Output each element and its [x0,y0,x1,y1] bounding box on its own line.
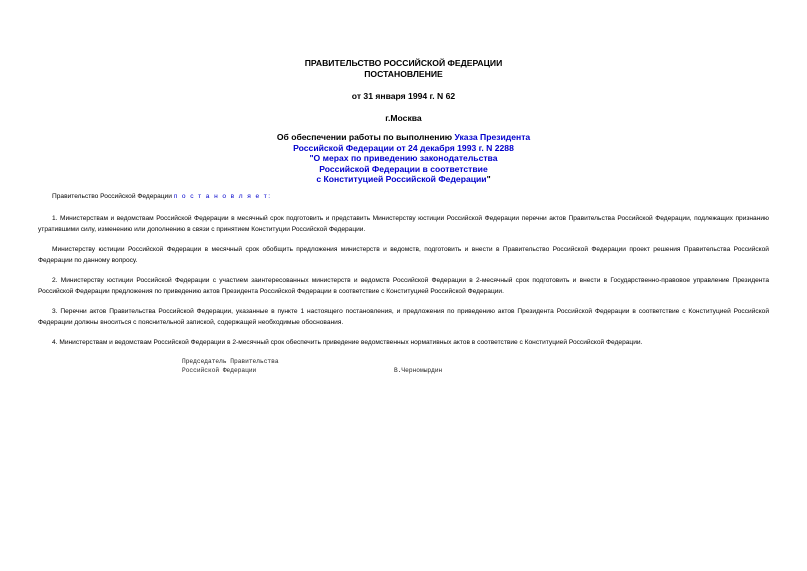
intro-emphasis: п о с т а н о в л я е т: [173,193,272,200]
header-date-number: от 31 января 1994 г. N 62 [351,91,456,101]
decree-link-line5[interactable]: с Конституцией Российской Федерации [316,174,487,184]
header-city: г.Москва [385,113,422,123]
title-suffix: " [486,174,491,184]
signature-name: В.Черномырдин [394,367,443,374]
decree-link-line4[interactable]: Российской Федерации в соответствие [319,164,488,174]
decree-link-line3[interactable]: "О мерах по приведению законодательства [309,153,498,163]
decree-link-line2[interactable]: Российской Федерации от 24 декабря 1993 г. N 2288 [293,143,514,153]
decree-link-line1[interactable]: Указа Президента [454,132,531,142]
paragraph-4: 4. Министерствам и ведомствам Российской Федерации в 2-месячный срок обеспечить приведение ведомственных нормативных актов в соответствие с Конституцией Российской Федерации. [52,339,643,346]
paragraph-1: 1. Министерствам и ведомствам Российской Федерации в месячный срок подготовить и представить Министерству юстиции Российской Федерации перечни актов Правительства Российской Федерации, подлежащих признанию утратившими силу, изменению или дополнению в связи с принятием Конституции Российской Федерации. [38,215,769,233]
header-org: ПРАВИТЕЛЬСТВО РОССИЙСКОЙ ФЕДЕРАЦИИ [304,58,503,68]
signature-title-line2: Российской Федерации [182,367,257,374]
paragraph-2: 2. Министерству юстиции Российской Федерации с участием заинтересованных министерств и ведомств Российской Федерации в 2-месячный срок подготовить и внести в Государственно-правовое управление Президента Российской Федерации предложения по приведению актов Президента Российской Федерации в соответствие с Конституцией Российской Федерации. [38,277,769,295]
paragraph-3: 3. Перечни актов Правительства Российской Федерации, указанные в пункте 1 настоящего постановления, и предложения по приведению актов Президента Российской Федерации в соответствие с Конституцией Российской Федерации должны вноситься с пояснительной запиской, содержащей необходимые обоснования. [38,308,769,326]
intro-paragraph [38,192,769,203]
signature-title-line1: Председатель Правительства [182,358,279,365]
header-doc-type: ПОСТАНОВЛЕНИЕ [364,69,443,79]
title-prefix: Об обеспечении работы по выполнению [276,132,455,142]
paragraph-1-continued: Министерству юстиции Российской Федерации в месячный срок обобщить предложения министерств и ведомств, подготовить и внести в Правительство Российской Федерации проект решения Правительства Российской Федерации по данному вопросу. [38,246,769,264]
intro-text: Правительство Российской Федерации [52,193,174,200]
